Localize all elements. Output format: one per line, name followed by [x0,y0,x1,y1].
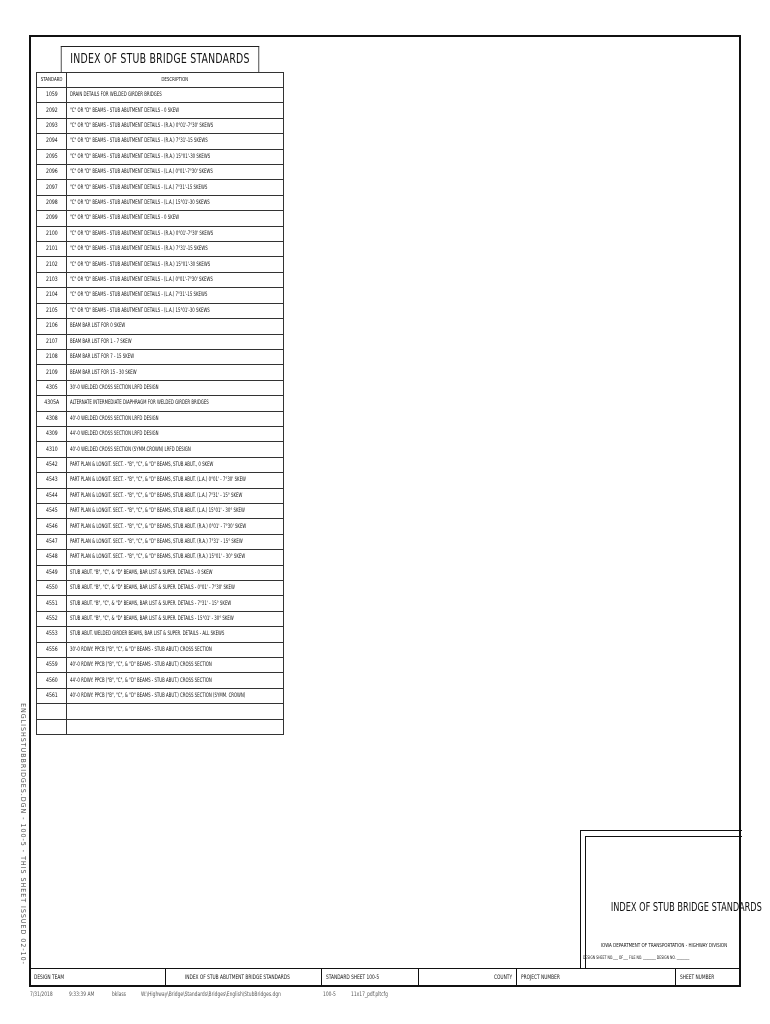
table-row [37,642,284,657]
divider [516,968,517,987]
standard-description: "C" OR "D" BEAMS - STUB ABUTMENT DETAILS - (L.A.) 15°01'-30 SKEWS [67,303,284,318]
standard-number: 4545 [37,503,67,518]
table-row [37,242,284,257]
footer-plot: 11x17_pdf.pltcfg [350,991,388,998]
standard-number: 2100 [37,226,67,241]
standard-number: 4553 [37,627,67,642]
standard-description: "C" OR "D" BEAMS - STUB ABUTMENT DETAILS - (L.A.) 15°01'-30 SKEWS [67,195,284,210]
standard-description: "C" OR "D" BEAMS - STUB ABUTMENT DETAILS - (L.A.) 0°01'-7°30' SKEWS [67,272,284,287]
standard-description: STUB ABUT. "B", "C", & "D" BEAMS, BAR LIST & SUPER. DETAILS - 7°31' - 15° SKEW [67,596,284,611]
table-row [37,396,284,411]
divider [165,968,166,987]
standard-number: 4552 [37,611,67,626]
footer-time: 9:33:39 AM [69,991,95,998]
table-row [37,334,284,349]
title-block-title: INDEX OF STUB BRIDGE STANDARDS [610,900,762,914]
standard-number: 4548 [37,550,67,565]
table-row [37,272,284,287]
standard-description: "C" OR "D" BEAMS - STUB ABUTMENT DETAILS - 0 SKEW [67,103,284,118]
table-row [37,565,284,580]
standard-number: 4547 [37,534,67,549]
standard-description: DRAIN DETAILS FOR WELDED GIRDER BRIDGES [67,88,284,103]
table-row [37,688,284,703]
table-row [37,319,284,334]
divider [675,968,676,987]
standard-description: PART PLAN & LONGIT. SECT. - "B", "C", & "D" BEAMS, STUB ABUT. (L.A.) 7°31' - 15° SKEW [67,488,284,503]
table-row [37,534,284,549]
table-header-row [37,73,284,88]
county-cell: COUNTY [494,974,513,981]
standard-description: 30'-0 RDWY. PPCB ("B", "C", & "D" BEAMS - STUB ABUT.) CROSS SECTION [67,642,284,657]
standard-number: 2103 [37,272,67,287]
standard-number: 4542 [37,457,67,472]
table-row [37,442,284,457]
standard-description: ALTERNATE INTERMEDIATE DIAPHRAGM FOR WELDED GIRDER BRIDGES [67,396,284,411]
standard-number: 2097 [37,180,67,195]
standard-description: BEAM BAR LIST FOR 15 - 30 SKEW [67,365,284,380]
table-row [37,457,284,472]
standard-description: 30'-0 WELDED CROSS SECTION LRFD DESIGN [67,380,284,395]
standard-number: 4543 [37,473,67,488]
standard-description: "C" OR "D" BEAMS - STUB ABUTMENT DETAILS - (R.A.) 7°31'-15 SKEWS [67,134,284,149]
standard-number: 4308 [37,411,67,426]
standard-number: 4551 [37,596,67,611]
standard-number: 4305A [37,396,67,411]
index-table [36,46,284,735]
standard-description: BEAM BAR LIST FOR 1 - 7 SKEW [67,334,284,349]
standard-number: 4550 [37,581,67,596]
standard-number: 4549 [37,565,67,580]
table-row [37,226,284,241]
standard-description: "C" OR "D" BEAMS - STUB ABUTMENT DETAILS - (R.A.) 7°31'-15 SKEWS [67,242,284,257]
table-row [37,380,284,395]
standard-number: 4310 [37,442,67,457]
standard-description: 40'-0 RDWY. PPCB ("B", "C", & "D" BEAMS - STUB ABUT.) CROSS SECTION (SYMM. CROWN) [67,688,284,703]
standard-number [37,719,67,734]
divider [321,968,322,987]
table-row [37,596,284,611]
table-row [37,165,284,180]
table-row [37,473,284,488]
standard-description: 44'-0 WELDED CROSS SECTION LRFD DESIGN [67,426,284,441]
standard-description: "C" OR "D" BEAMS - STUB ABUTMENT DETAILS - (R.A.) 15°01'-30 SKEWS [67,149,284,164]
index-grid [36,72,284,735]
side-note-text: ENGLISHSTUBBRIDGES.DGN - 100-5 - THIS SHEET ISSUED 02-10- [19,703,27,965]
table-row [37,180,284,195]
design-team-cell: DESIGN TEAM [34,974,65,981]
table-row [37,103,284,118]
title-block-ids: DESIGN SHEET NO.___ OF___ FILE NO. ________ DESIGN NO. ________ [583,956,690,961]
plot-footer [30,991,406,998]
standard-description [67,719,284,734]
table-row [37,550,284,565]
side-note [14,690,26,980]
standard-number: 4544 [37,488,67,503]
standard-description: "C" OR "D" BEAMS - STUB ABUTMENT DETAILS - (L.A.) 0°01'-7°30' SKEWS [67,165,284,180]
standard-number: 2106 [37,319,67,334]
footer-path: W:\Highway\Bridge\Standards\Bridges\English\StubBridges.dgn [140,991,281,998]
standard-description: STUB ABUT. "B", "C", & "D" BEAMS, BAR LIST & SUPER. DETAILS - 15°01' - 30° SKEW [67,611,284,626]
standard-number: 2098 [37,195,67,210]
table-row [37,719,284,734]
standard-description: "C" OR "D" BEAMS - STUB ABUTMENT DETAILS - (L.A.) 7°31'-15 SKEWS [67,180,284,195]
standard-number: 4561 [37,688,67,703]
standard-description: 40'-0 WELDED CROSS SECTION LRFD DESIGN [67,411,284,426]
standard-description: 40'-0 WELDED CROSS SECTION (SYMM.CROWN) LRFD DESIGN [67,442,284,457]
standard-description: PART PLAN & LONGIT. SECT. - "B", "C", & "D" BEAMS, STUB ABUT. (L.A.) 15°01' - 30° SKEW [67,503,284,518]
standard-number: 2092 [37,103,67,118]
table-row [37,149,284,164]
standard-number: 2093 [37,118,67,133]
column-header-description: DESCRIPTION [67,73,284,88]
standard-number: 2107 [37,334,67,349]
standard-description: STUB ABUT. "B", "C", & "D" BEAMS, BAR LIST & SUPER. DETAILS - 0 SKEW [67,565,284,580]
table-row [37,365,284,380]
sheet-number-cell: SHEET NUMBER [680,974,715,981]
standard-description: BEAM BAR LIST FOR 7 - 15 SKEW [67,349,284,364]
table-row [37,658,284,673]
divider [418,968,419,987]
standard-number: 2108 [37,349,67,364]
sheet-title-cell: INDEX OF STUB ABUTMENT BRIDGE STANDARDS [185,974,290,981]
table-row [37,195,284,210]
footer-user: bklass [112,991,126,998]
table-row [37,581,284,596]
table-row [37,257,284,272]
standard-description: PART PLAN & LONGIT. SECT. - "B", "C", & "D" BEAMS, STUB ABUT. (L.A.) 0°01' - 7°30' SKEW [67,473,284,488]
table-row [37,704,284,719]
standard-description: BEAM BAR LIST FOR 0 SKEW [67,319,284,334]
standard-number: 2102 [37,257,67,272]
standard-number: 2099 [37,211,67,226]
table-row [37,426,284,441]
table-row [37,134,284,149]
table-row [37,673,284,688]
standard-sheet-cell: STANDARD SHEET 100-5 [326,974,380,981]
standard-number: 4560 [37,673,67,688]
table-row [37,627,284,642]
standard-description: PART PLAN & LONGIT. SECT. - "B", "C", & "D" BEAMS, STUB ABUT. (R.A.) 7°31' - 15° SKEW [67,534,284,549]
footer-sheet: 100-5 [323,991,337,998]
table-row [37,288,284,303]
standard-description [67,704,284,719]
footer-date: 7/31/2018 [30,991,53,998]
standard-number: 2095 [37,149,67,164]
standard-description: "C" OR "D" BEAMS - STUB ABUTMENT DETAILS - (R.A.) 15°01'-30 SKEWS [67,257,284,272]
standard-number: 2109 [37,365,67,380]
standard-number: 4305 [37,380,67,395]
table-row [37,88,284,103]
title-block-department: IOWA DEPARTMENT OF TRANSPORTATION - HIGHWAY DIVISION [600,943,728,949]
table-row [37,503,284,518]
project-number-cell: PROJECT NUMBER [521,974,560,981]
standard-number [37,704,67,719]
table-row [37,611,284,626]
table-row [37,118,284,133]
standard-number: 2094 [37,134,67,149]
standard-description: PART PLAN & LONGIT. SECT. - "B", "C", & "D" BEAMS, STUB ABUT. (R.A.) 0°01' - 7°30' SKEW [67,519,284,534]
standard-description: 44'-0 RDWY. PPCB ("B", "C", & "D" BEAMS - STUB ABUT.) CROSS SECTION [67,673,284,688]
table-row [37,519,284,534]
table-row [37,303,284,318]
standard-number: 4546 [37,519,67,534]
standard-description: "C" OR "D" BEAMS - STUB ABUTMENT DETAILS - 0 SKEW [67,211,284,226]
index-title: INDEX OF STUB BRIDGE STANDARDS [61,46,259,72]
standard-description: "C" OR "D" BEAMS - STUB ABUTMENT DETAILS - (L.A.) 7°31'-15 SKEWS [67,288,284,303]
standard-number: 1059 [37,88,67,103]
standard-description: STUB ABUT. "B", "C", & "D" BEAMS, BAR LIST & SUPER. DETAILS - 0°01' - 7°30' SKEW [67,581,284,596]
table-row [37,488,284,503]
standard-description: 40'-0 RDWY. PPCB ("B", "C", & "D" BEAMS - STUB ABUT.) CROSS SECTION [67,658,284,673]
standard-number: 4309 [37,426,67,441]
standard-description: STUB ABUT. WELDED GIRDER BEAMS, BAR LIST & SUPER. DETAILS - ALL SKEWS [67,627,284,642]
standard-number: 2101 [37,242,67,257]
column-header-standard: STANDARD [37,73,67,88]
standard-number: 4559 [37,658,67,673]
table-row [37,349,284,364]
standard-description: "C" OR "D" BEAMS - STUB ABUTMENT DETAILS - (R.A.) 0°01'-7°30' SKEWS [67,226,284,241]
standard-description: "C" OR "D" BEAMS - STUB ABUTMENT DETAILS - (R.A.) 0°01'-7°30' SKEWS [67,118,284,133]
standard-number: 2104 [37,288,67,303]
standard-description: PART PLAN & LONGIT. SECT. - "B", "C", & "D" BEAMS, STUB ABUT., 0 SKEW [67,457,284,472]
standard-number: 2096 [37,165,67,180]
standard-number: 4556 [37,642,67,657]
standard-description: PART PLAN & LONGIT. SECT. - "B", "C", & "D" BEAMS, STUB ABUT. (R.A.) 15°01' - 30° SKEW [67,550,284,565]
standard-number: 2105 [37,303,67,318]
table-row [37,211,284,226]
table-row [37,411,284,426]
